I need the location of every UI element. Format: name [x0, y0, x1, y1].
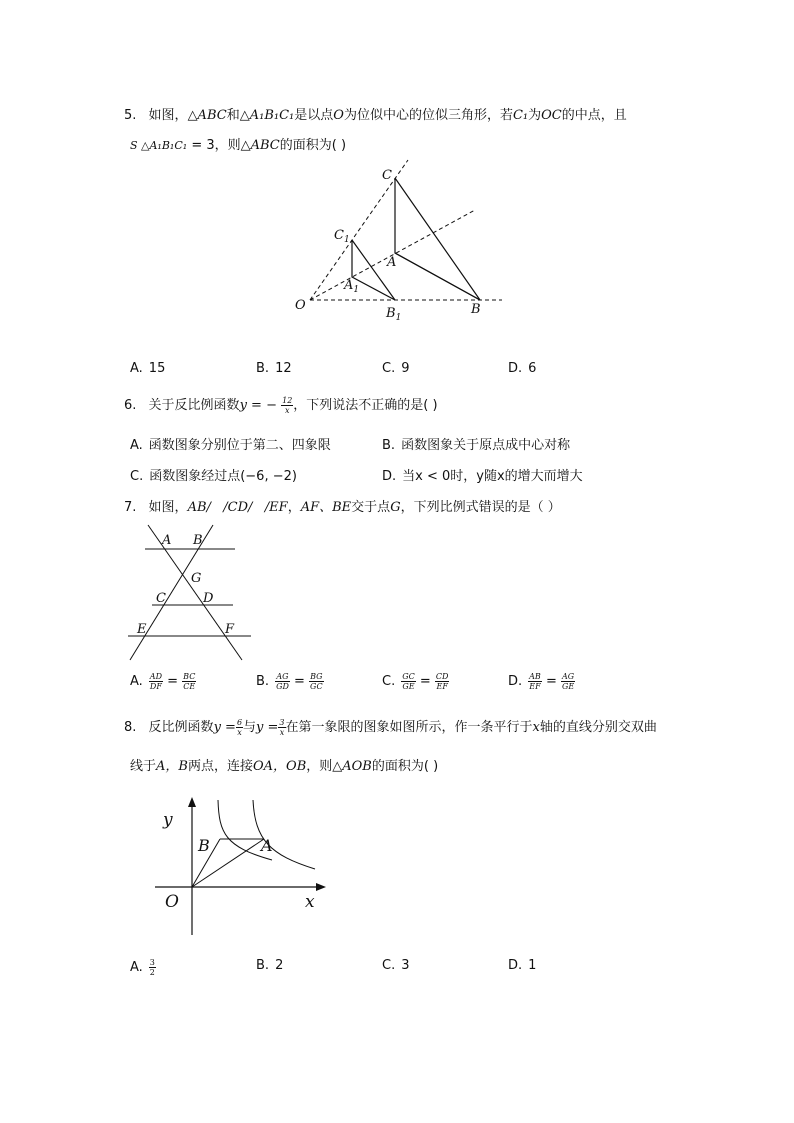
- q7-label-e: E: [137, 622, 147, 637]
- q5-option-c[interactable]: C. 9: [382, 361, 410, 376]
- q8-text: 与: [243, 720, 257, 735]
- q5-text: 的面积为( ): [279, 138, 347, 153]
- q5-option-d[interactable]: D. 6: [508, 361, 537, 376]
- q5-label-b1: $B_1$: [386, 306, 402, 323]
- q7-option-a[interactable]: A. $\frac{AD}{DF}$ = $\frac{BC}{CE}$: [130, 672, 196, 691]
- q8-label-x: x: [305, 892, 315, 912]
- q5-number: 5.: [124, 108, 137, 123]
- q8-text: ，则: [306, 759, 333, 774]
- q5-option-a[interactable]: A. 15: [130, 361, 166, 376]
- q5-point-c1: C₁: [512, 108, 529, 123]
- q8-x-arrow: [316, 883, 326, 891]
- q7-label-d: D: [203, 591, 214, 606]
- q8-label-y: y: [163, 810, 173, 830]
- q5-ray-oc: [310, 160, 408, 300]
- q5-label-a1: $A_1$: [344, 278, 360, 295]
- q7-label-b: B: [193, 533, 203, 548]
- q7-option-b[interactable]: B. $\frac{AG}{GD}$ = $\frac{BG}{GC}$: [256, 672, 323, 691]
- q8-y-arrow: [188, 797, 196, 807]
- q5-text: 为: [528, 108, 542, 123]
- q6-number: 6.: [124, 398, 137, 413]
- q6-fraction: $\frac{12}{x}$: [282, 396, 293, 415]
- q5-point-o: O: [333, 108, 344, 123]
- q8-figure: [150, 795, 340, 940]
- q7-label-g: G: [191, 571, 202, 586]
- q6-function: y = −: [239, 398, 277, 413]
- q8-fraction1: $\frac{6}{x}$: [236, 718, 243, 737]
- q5-stem-line2: [130, 134, 346, 153]
- q7-option-d[interactable]: D. $\frac{AB}{EF}$ = $\frac{AG}{GE}$: [508, 672, 575, 691]
- q5-triangle-a1b1c1: △A₁B₁C₁: [239, 108, 295, 123]
- q7-point-g: G: [390, 500, 401, 515]
- q8-function2: y =: [256, 720, 279, 735]
- q8-text: 在第一象限的图象如图所示，作一条平行于: [285, 720, 533, 735]
- q8-points-ab: A，B: [156, 759, 188, 774]
- q5-text: 如图，: [148, 108, 188, 123]
- q7-text: 交于点: [351, 500, 391, 515]
- q5-stem-line1: [124, 104, 627, 123]
- q5-triangle-abc: △ABC: [187, 108, 227, 123]
- q5-label-c1: $C_1$: [334, 228, 350, 245]
- q5-area-expression: S △A₁B₁C₁: [130, 139, 188, 152]
- q7-stem: [124, 496, 561, 515]
- q6-text: ，下列说法不正确的是( ): [293, 398, 438, 413]
- q5-text: 和: [226, 108, 240, 123]
- q5-label-o: O: [295, 298, 306, 313]
- q8-text: 反比例函数: [148, 720, 214, 735]
- q5-segment-oc: OC: [541, 108, 562, 123]
- q5-triangle-abc-shape: [395, 178, 480, 300]
- q5-option-b[interactable]: B. 12: [256, 361, 292, 376]
- q8-text: 线于: [130, 759, 157, 774]
- q7-text: 如图，: [148, 500, 188, 515]
- q5-label-a: A: [387, 255, 397, 270]
- q6-option-c[interactable]: C. 函数图象经过点(−6, −2): [130, 469, 297, 484]
- q5-triangle-abc: △ABC: [240, 138, 280, 153]
- q5-label-b: B: [471, 302, 481, 317]
- q8-number: 8.: [124, 720, 137, 735]
- q5-text: 为位似中心的位似三角形，若: [343, 108, 513, 123]
- q7-label-f: F: [225, 622, 235, 637]
- q8-function1: y =: [213, 720, 236, 735]
- q7-lines: AF、BE: [300, 500, 352, 515]
- q7-parallel-expression: AB/ /CD/ /EF: [187, 500, 288, 515]
- q8-stem-line2: [130, 755, 438, 774]
- q5-text: 的中点，且: [561, 108, 627, 123]
- q8-label-a: A: [261, 836, 273, 855]
- q8-option-b[interactable]: B. 2: [256, 958, 284, 973]
- q8-option-d[interactable]: D. 1: [508, 958, 537, 973]
- q5-text: = 3，则: [191, 138, 241, 153]
- q8-fraction2: $\frac{3}{x}$: [279, 718, 285, 737]
- q8-stem-line1: [124, 716, 657, 737]
- q6-option-d[interactable]: D. 当x < 0时，y随x的增大而增大: [382, 469, 583, 484]
- q8-text: 轴的直线分别交双曲: [539, 720, 657, 735]
- q8-option-c[interactable]: C. 3: [382, 958, 410, 973]
- q8-text: 两点，连接: [187, 759, 253, 774]
- q7-text: ，下列比例式错误的是（ ）: [400, 500, 561, 515]
- q6-text: 关于反比例函数: [148, 398, 240, 413]
- q5-figure: [280, 155, 520, 325]
- q5-label-c: C: [382, 168, 392, 183]
- q7-label-c: C: [156, 591, 166, 606]
- q8-triangle-aob: △AOB: [332, 759, 372, 774]
- q8-text: 的面积为( ): [371, 759, 439, 774]
- q8-x: x: [532, 720, 540, 735]
- q6-stem: [124, 394, 438, 415]
- q8-label-b: B: [198, 836, 210, 855]
- q7-label-a: A: [162, 533, 172, 548]
- q6-option-a[interactable]: A. 函数图象分别位于第二、四象限: [130, 438, 331, 453]
- q7-number: 7.: [124, 500, 137, 515]
- q7-option-c[interactable]: C. $\frac{GC}{GE}$ = $\frac{CD}{EF}$: [382, 672, 449, 691]
- q8-segments: OA，OB: [252, 759, 307, 774]
- q5-segment-ab: [395, 253, 480, 300]
- q6-option-b[interactable]: B. 函数图象关于原点成中心对称: [382, 438, 571, 453]
- q8-curve-6-over-x: [253, 800, 315, 869]
- q5-text: 是以点: [294, 108, 334, 123]
- q8-label-o: O: [165, 892, 179, 912]
- q7-figure: [125, 520, 260, 665]
- q7-text: ，: [287, 500, 301, 515]
- q8-option-a[interactable]: A. $\frac{3}{2}$: [130, 958, 155, 977]
